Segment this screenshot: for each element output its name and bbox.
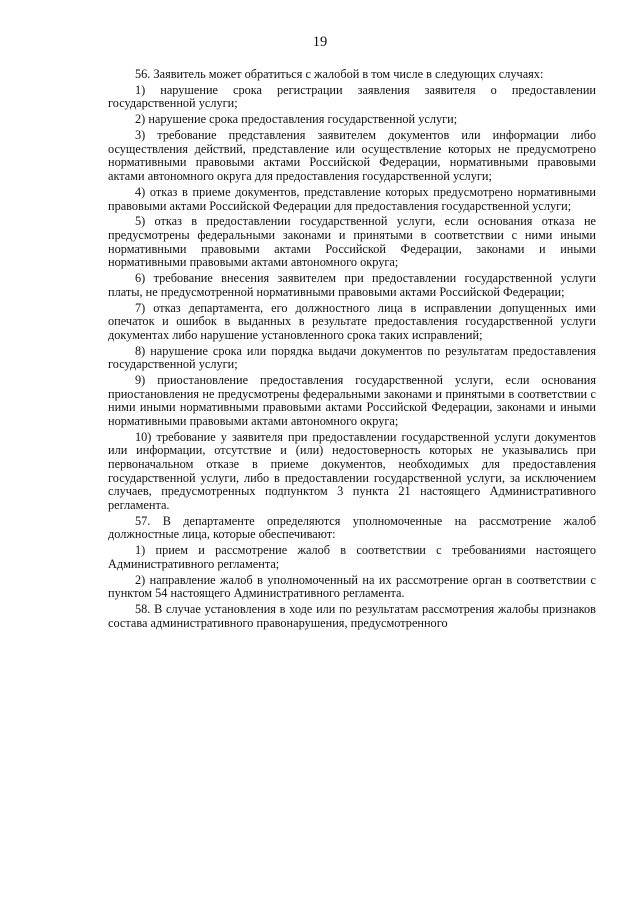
list-item-56-10: 10) требование у заявителя при предоставлении государственной услуги документов или информации, отсутствие и (или) недостоверность которых не указывались при первоначальном отказе в приеме документов, необходимых для предоставления государственной услуги, либо в предоставлении государственной услуги, за исключением случаев, предусмотренных подпунктом 3 пункта 21 настоящего Административного регламента.: [108, 429, 596, 512]
list-item-56-6: 6) требование внесения заявителем при предоставлении государственной услуги платы, не предусмотренной нормативными правовыми актами Российской Федерации;: [108, 271, 596, 299]
paragraph-58: 58. В случае установления в ходе или по результатам рассмотрения жалобы признаков состава административного правонарушения, предусмотренного: [108, 602, 596, 630]
list-item-56-3: 3) требование представления заявителем документов или информации либо осуществления действий, представление или осуществление которых не предусмотрено нормативными правовыми актами Российской Федерации, нормативными правовыми актами автономного округа для предоставления государственной услуги;: [108, 128, 596, 184]
list-item-57-2: 2) направление жалоб в уполномоченный на их рассмотрение орган в соответствии с пунктом 54 настоящего Административного регламента.: [108, 572, 596, 601]
list-item-56-2: 2) нарушение срока предоставления государственной услуги;: [135, 112, 458, 127]
document-body: [108, 68, 596, 633]
page-number: 19: [312, 34, 328, 50]
list-item-56-7: 7) отказ департамента, его должностного лица в исправлении допущенных ими опечаток и ошибок в выданных в результате предоставления государственной услуги документах либо нарушение установленного срока таких исправлений;: [108, 300, 596, 342]
paragraph-57-intro: 57. В департаменте определяются уполномоченные на рассмотрение жалоб должностные лица, которые обеспечивают:: [108, 513, 596, 542]
list-item-56-9: 9) приостановление предоставления государственной услуги, если основания приостановления не предусмотрены федеральными законами и принятыми в соответствии с ними иными нормативными правовыми актами Российской Федерации, законами и иными нормативными правовыми актами автономного округа;: [108, 373, 596, 428]
list-item-57-1: 1) прием и рассмотрение жалоб в соответствии с требованиями настоящего Административного регламента;: [108, 543, 596, 571]
list-item-56-8: 8) нарушение срока или порядка выдачи документов по результатам предоставления государственной услуги;: [108, 343, 596, 372]
paragraph-56-intro: 56. Заявитель может обратиться с жалобой в том числе в следующих случаях:: [135, 67, 544, 81]
list-item-56-4: 4) отказ в приеме документов, представление которых предусмотрено нормативными правовыми актами Российской Федерации для предоставления государственной услуги;: [108, 184, 596, 213]
list-item-56-5: 5) отказ в предоставлении государственной услуги, если основания отказа не предусмотрены федеральными законами и принятыми в соответствии с ними иными нормативными правовыми актами Российской Федерации, законами и иными нормативными правовыми актами автономного округа;: [108, 214, 596, 270]
list-item-56-1: 1) нарушение срока регистрации заявления заявителя о предоставлении государственной услуги;: [108, 82, 596, 111]
